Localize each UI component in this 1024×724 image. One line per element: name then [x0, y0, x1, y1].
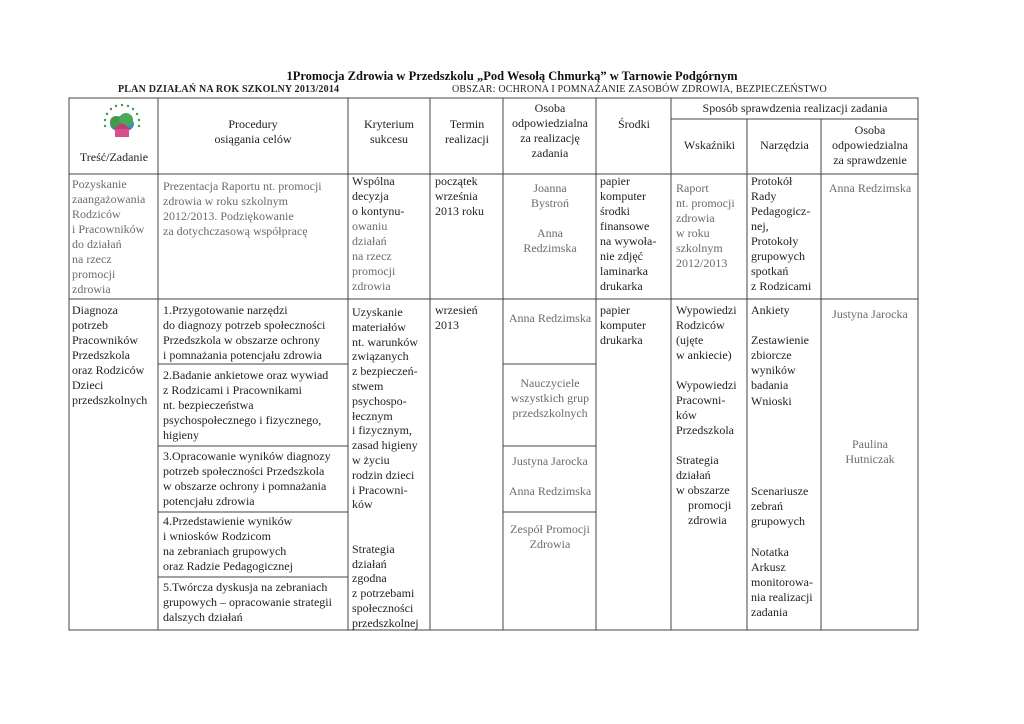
row1-tresc: Pozyskanie zaangażowania Rodziców i Pracowników do działań na rzecz promocji zdrowia [72, 177, 146, 296]
row1-procedury: Prezentacja Raportu nt. promocji zdrowia w roku szkolnym 2012/2013. Podziękowanie za dotychczasową współpracę [163, 179, 322, 238]
row2-osoba-4: Zespół Promocji Zdrowia [510, 522, 590, 551]
kindergarten-logo-icon [100, 102, 144, 146]
row2-osoba-3: Justyna Jarocka Anna Redzimska [508, 454, 592, 498]
row2-osoba-sprawdzenie-1: Justyna Jarocka [832, 307, 908, 321]
row2-procedura-3: 3.Opracowanie wyników diagnozy potrzeb społeczności Przedszkola w obszarze ochrony i pomnażania potencjału zdrowia [163, 449, 331, 508]
header-osoba-sprawdzenie: Osoba odpowiedzialna za sprawdzenie [832, 123, 908, 167]
row2-procedura-1: 1.Przygotowanie narzędzi do diagnozy potrzeb społeczności Przedszkola w obszarze ochrony i pomnażania potencjału zdrowia [163, 303, 326, 362]
row2-procedura-2: 2.Badanie ankietowe oraz wywiad z Rodzicami i Pracownikami nt. bezpieczeństwa psychospołecznego i fizycznego, higieny [163, 368, 329, 442]
row1-osoba: Joanna Bystroń Anna Redzimska [523, 181, 577, 255]
row1-narzedzia: Protokół Rady Pedagogicz- nej, Protokoły grupowych spotkań z Rodzicami [751, 174, 812, 293]
area-subtitle: OBSZAR: OCHRONA I POMNAŻANIE ZASOBÓW ZDROWIA, BEZPIECZEŃSTWO [452, 84, 827, 95]
header-sposob: Sposób sprawdzenia realizacji zadania [702, 101, 888, 115]
header-wskazniki: Wskaźniki [683, 138, 736, 152]
row2-narzedzia: Ankiety Zestawienie zbiorcze wyników badania Wnioski Scenariusze zebrań grupowych Notatka Arkusz monitorowa- nia realizacji zadania [751, 303, 813, 619]
row2-termin: wrzesień 2013 [435, 303, 478, 332]
row1-srodki: papier komputer środki finansowe na wywoła- nie zdjęć laminarka drukarka [600, 174, 657, 293]
document-title: 1Promocja Zdrowia w Przedszkolu „Pod Wesołą Chmurką” w Tarnowie Podgórnym [286, 69, 738, 83]
row2-osoba-1: Anna Redzimska [508, 311, 592, 325]
row2-srodki: papier komputer drukarka [600, 303, 646, 347]
row1-kryterium: Wspólna decyzja o kontynu- owaniu działań na rzecz promocji zdrowia [352, 174, 405, 293]
header-procedury: Procedury osiągania celów [214, 117, 292, 146]
plan-subtitle: PLAN DZIAŁAŃ NA ROK SZKOLNY 2013/2014 [118, 84, 340, 95]
header-termin: Termin realizacji [445, 117, 489, 146]
row2-procedura-5: 5.Twórcza dyskusja na zebraniach grupowych – opracowanie strategii dalszych działań [163, 580, 332, 624]
header-kryterium: Kryterium sukcesu [364, 117, 414, 146]
row2-tresc: Diagnoza potrzeb Pracowników Przedszkola oraz Rodziców Dzieci przedszkolnych [72, 303, 148, 407]
header-tresc: Treść/Zadanie [79, 150, 149, 164]
row1-termin: początek września 2013 roku [435, 174, 484, 218]
row2-procedura-4: 4.Przedstawienie wyników i wniosków Rodzicom na zebraniach grupowych oraz Radzie Pedagogicznej [163, 514, 293, 573]
row2-osoba-sprawdzenie-2: Paulina Hutniczak [845, 437, 895, 466]
row2-wskazniki: Wypowiedzi Rodziców (ujęte w ankiecie) Wypowiedzi Pracowni- ków Przedszkola Strategia działań w obszarze promocji zdrowia [676, 303, 737, 527]
header-srodki: Środki [617, 117, 650, 131]
header-narzedzia: Narzędzia [760, 138, 809, 152]
row2-kryterium: Uzyskanie materiałów nt. warunków związanych z bezpieczeń- stwem psychospo- łecznym i fizycznym, zasad higieny w życiu rodzin dzieci i Pracowni- ków Strategia działań zgodna z potrzebami społeczności przedszkolnej [352, 305, 419, 630]
row1-osoba-sprawdzenie: Anna Redzimska [828, 181, 912, 195]
row1-wskazniki: Raport nt. promocji zdrowia w roku szkolnym 2012/2013 [676, 181, 735, 270]
row2-osoba-2: Nauczyciele wszystkich grup przedszkolnych [510, 376, 590, 420]
header-osoba: Osoba odpowiedzialna za realizację zadania [512, 101, 588, 160]
